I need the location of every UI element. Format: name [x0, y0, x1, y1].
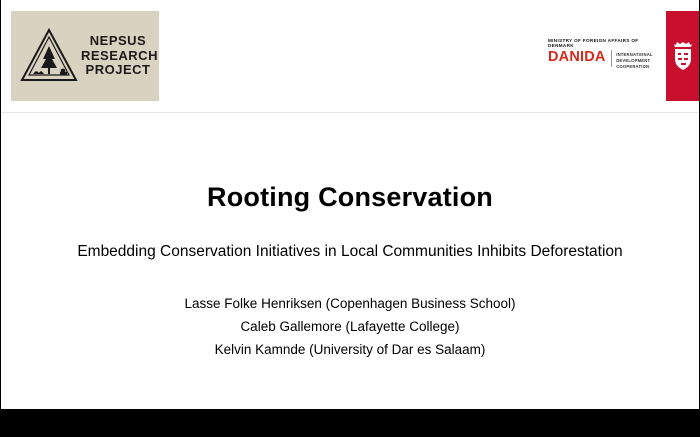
author-item: Caleb Gallemore (Lafayette College)	[240, 319, 460, 334]
page-title: Rooting Conservation	[207, 182, 493, 212]
danida-sub-line-1: INTERNATIONAL	[616, 52, 653, 57]
left-border	[0, 0, 1, 437]
danida-subtitle	[616, 50, 658, 70]
danida-wordmark: DANIDA	[548, 49, 606, 65]
danida-ministry-line: MINISTRY OF FOREIGN AFFAIRS OF DENMARK	[548, 38, 639, 48]
danida-divider	[611, 50, 612, 67]
danida-wordmark-row	[548, 50, 658, 70]
author-list	[0, 292, 700, 361]
bottom-bar	[0, 409, 700, 437]
header-divider	[0, 112, 700, 113]
logo-line-3: PROJECT	[85, 62, 151, 78]
denmark-coat-of-arms-icon	[672, 41, 694, 71]
logo-line-2: RESEARCH	[81, 47, 158, 63]
author-item: Lasse Folke Henriksen (Copenhagen Business School)	[184, 296, 516, 311]
logo-line-1: NEPSUS	[89, 33, 147, 49]
page-subtitle: Embedding Conservation Initiatives in Local Communities Inhibits Deforestation	[77, 243, 623, 260]
nepsus-logo-text	[81, 33, 158, 78]
header-band	[0, 0, 700, 112]
danida-logo	[548, 38, 658, 72]
author-item: Kelvin Kamnde (University of Dar es Salaam)	[214, 342, 486, 357]
triangle-tree-icon	[19, 26, 79, 86]
denmark-emblem-block	[666, 11, 700, 101]
danida-sub-line-2: DEVELOPMENT COOPERATION	[616, 58, 651, 70]
nepsus-logo	[11, 11, 159, 101]
